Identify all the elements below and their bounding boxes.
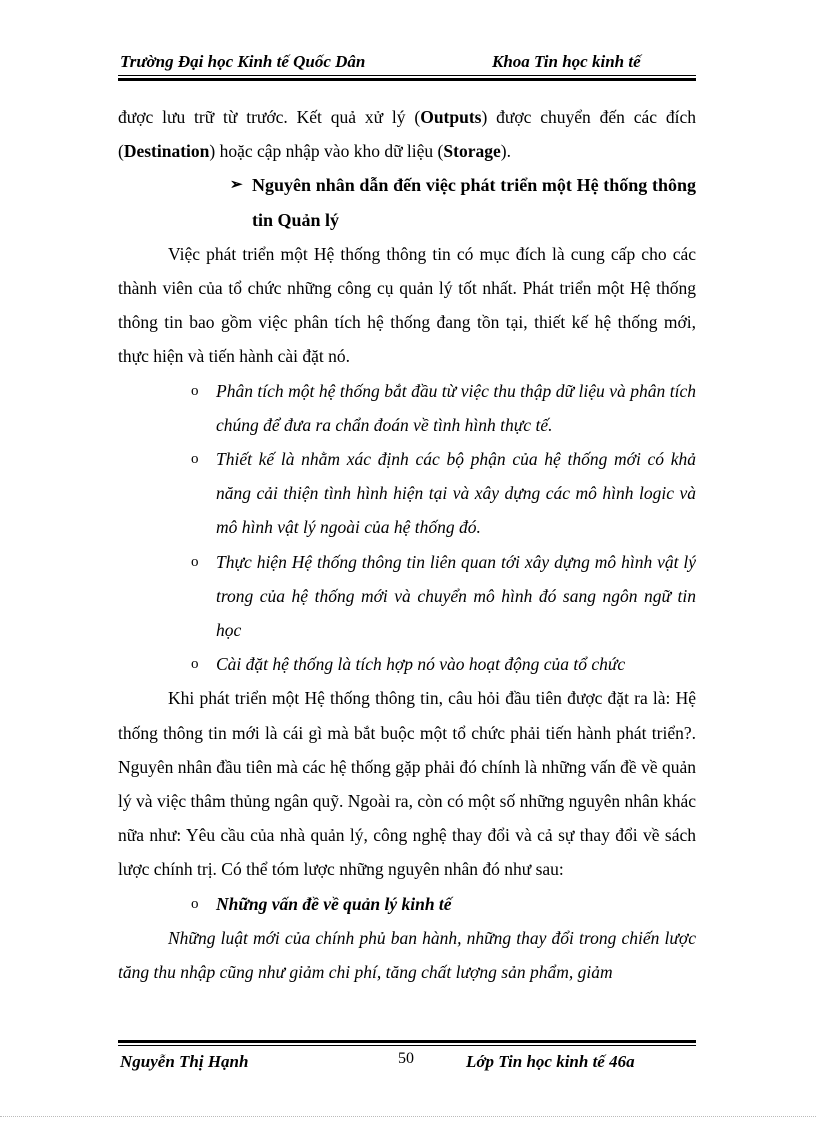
- term-storage: Storage: [443, 141, 501, 162]
- subheading-economic-management: o Những vấn đề về quản lý kinh tế: [118, 887, 696, 921]
- section-heading: ➢ Nguyên nhân dẫn đến việc phát triển một Hệ thống thông tin Quản lý: [118, 168, 696, 236]
- circle-bullet-icon: o: [191, 382, 199, 399]
- footer-rule-thin: [118, 1045, 696, 1046]
- paragraph-processing-output: được lưu trữ từ trước. Kết quả xử lý (Outputs) được chuyển đến các đích (Destination) hoặc cập nhập vào kho dữ liệu (Storage).: [118, 107, 696, 162]
- header-rule-thick: [118, 78, 696, 81]
- document-body: [118, 100, 696, 989]
- page-edge-divider: [0, 1116, 816, 1117]
- circle-bullet-icon: o: [191, 895, 199, 912]
- circle-bullet-icon: o: [191, 656, 199, 673]
- header-rule-thin: [118, 75, 696, 76]
- page-number: 50: [398, 1050, 414, 1067]
- list-item: o Thiết kế là nhằm xác định các bộ phận của hệ thống mới có khả năng cải thiện tình hình hiện tại và xây dựng các mô hình logic và mô hình vật lý ngoài của hệ thống đó.: [118, 442, 696, 545]
- term-destination: Destination: [123, 141, 210, 162]
- header-university: Trường Đại học Kinh tế Quốc Dân: [120, 52, 366, 71]
- paragraph-development: Việc phát triển một Hệ thống thông tin có mục đích là cung cấp cho các thành viên của tổ chức những công cụ quản lý tốt nhất. Phát triển một Hệ thống thông tin bao gồm việc phân tích hệ thống đang tồn tại, thiết kế hệ thống mới, thực hiện và tiến hành cài đặt nó.: [118, 243, 696, 367]
- circle-bullet-icon: o: [191, 553, 199, 570]
- development-steps-list: [118, 374, 696, 682]
- paragraph-new-laws: Những luật mới của chính phủ ban hành, những thay đổi trong chiến lược tăng thu nhập cũng như giảm chi phí, tăng chất lượng sản phẩm, giảm: [118, 927, 696, 983]
- term-outputs: Outputs: [420, 107, 482, 127]
- list-item: o Phân tích một hệ thống bắt đầu từ việc thu thập dữ liệu và phân tích chúng để đưa ra chẩn đoán về tình hình thực tế.: [118, 374, 696, 442]
- circle-bullet-icon: o: [191, 451, 199, 468]
- list-item: o Cài đặt hệ thống là tích hợp nó vào hoạt động của tổ chức: [118, 647, 696, 681]
- list-item: o Thực hiện Hệ thống thông tin liên quan tới xây dựng mô hình vật lý trong của hệ thống mới và chuyển mô hình đó sang ngôn ngữ tin học: [118, 545, 696, 648]
- arrow-bullet-icon: ➢: [230, 177, 243, 194]
- page-header: [118, 52, 696, 76]
- footer-author: Nguyễn Thị Hạnh: [120, 1052, 249, 1071]
- footer-class: Lớp Tin học kinh tế 46a: [466, 1052, 635, 1071]
- paragraph-reasons: Khi phát triển một Hệ thống thông tin, câu hỏi đầu tiên được đặt ra là: Hệ thống thông tin mới là cái gì mà bắt buộc một tổ chức phải tiến hành phát triển?. Nguyên nhân đầu tiên mà các hệ thống gặp phải đó chính là những vấn đề về quản lý và việc thâm thủng ngân quỹ. Ngoài ra, còn có một số những nguyên nhân khác nữa như: Yêu cầu của nhà quản lý, công nghệ thay đổi và cả sự thay đổi về sách lược chính trị. Có thể tóm lược những nguyên nhân đó như sau:: [118, 688, 696, 880]
- footer-rule-thick: [118, 1040, 696, 1043]
- header-faculty: Khoa Tin học kinh tế: [492, 52, 641, 71]
